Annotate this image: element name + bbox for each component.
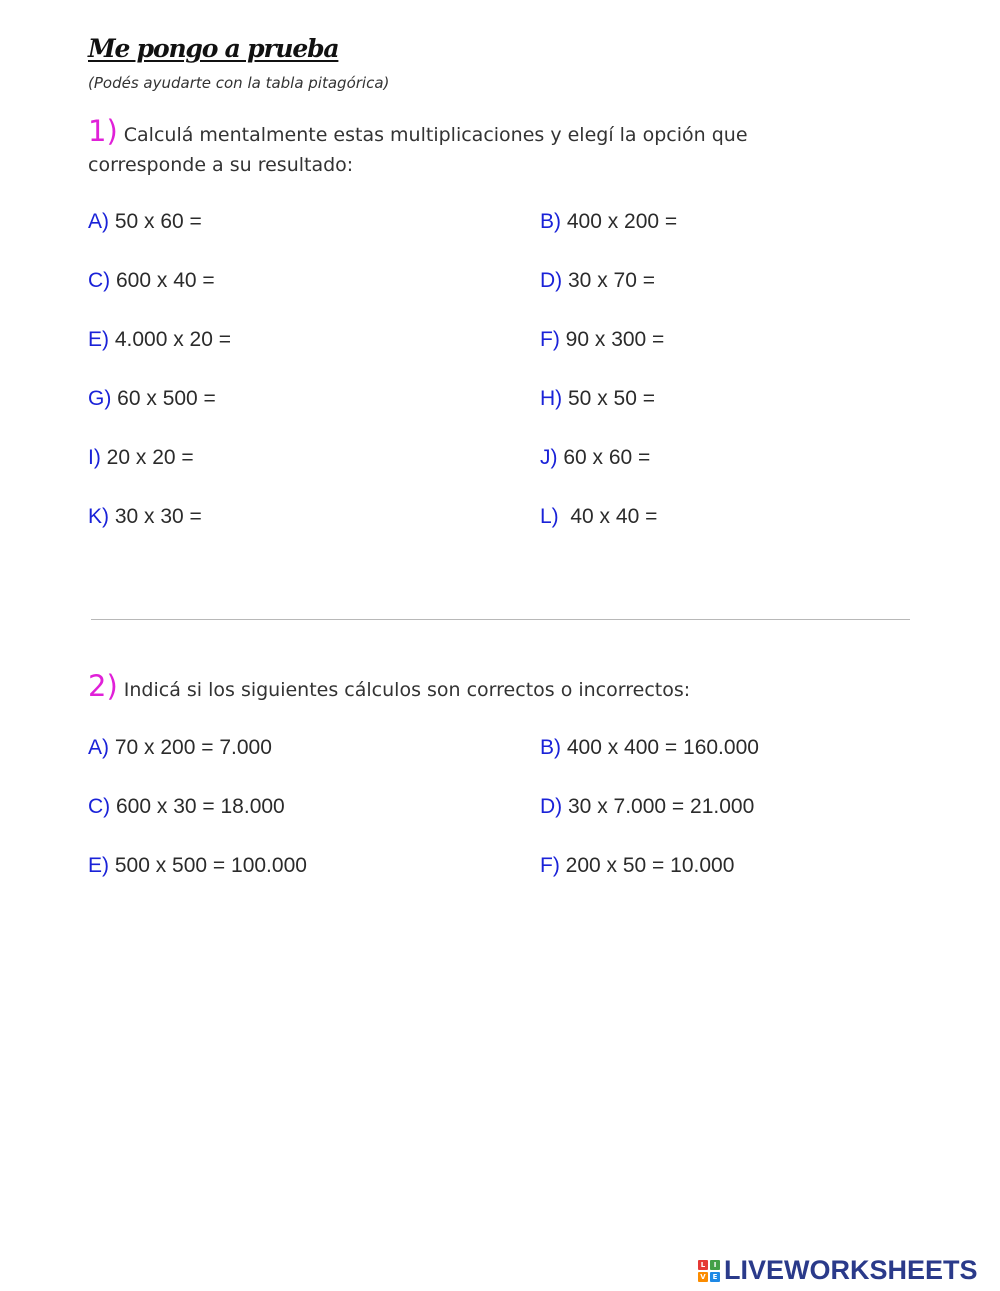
item-expression: 50 x 50 = [562, 387, 655, 410]
q1-item-b [540, 210, 677, 234]
item-expression: 90 x 300 = [559, 328, 665, 351]
item-expression: 4.000 x 20 = [109, 328, 232, 351]
item-letter: A) [88, 736, 109, 759]
item-letter: C) [88, 269, 111, 292]
item-expression: 30 x 7.000 = 21.000 [562, 795, 755, 818]
item-letter: C) [88, 795, 111, 818]
q2-item-a [88, 736, 272, 760]
logo-block-e: E [710, 1272, 720, 1282]
item-expression: 600 x 40 = [110, 269, 215, 292]
worksheet-title: Me pongo a prueba [88, 34, 339, 63]
q2-item-d [540, 795, 754, 819]
item-letter: E) [88, 328, 109, 351]
logo-block-v: V [698, 1272, 708, 1282]
item-letter: F) [540, 854, 560, 877]
item-expression: 200 x 50 = 10.000 [559, 854, 735, 877]
item-letter: B) [540, 210, 561, 233]
question-1-number: 1) [88, 114, 118, 148]
logo-block-i: I [710, 1260, 720, 1270]
q2-item-c [88, 795, 285, 819]
item-expression: 600 x 30 = 18.000 [110, 795, 285, 818]
item-letter: F) [540, 328, 560, 351]
question-2 [88, 671, 848, 705]
item-letter: D) [540, 795, 563, 818]
logo-blocks-icon [698, 1260, 720, 1282]
item-letter: A) [88, 210, 109, 233]
question-1-text: Calculá mentalmente estas multiplicaciones y elegí la opción que corresponde a su resultado: [88, 124, 748, 176]
item-letter: K) [88, 505, 109, 528]
worksheet-subtitle: (Podés ayudarte con la tabla pitagórica) [88, 74, 390, 92]
q1-item-f [540, 328, 664, 352]
q1-item-h [540, 387, 655, 411]
item-letter: E) [88, 854, 109, 877]
item-letter: D) [540, 269, 563, 292]
q2-item-f [540, 854, 734, 878]
q1-item-g [88, 387, 216, 411]
item-expression: 60 x 500 = [111, 387, 216, 410]
item-expression: 500 x 500 = 100.000 [109, 854, 307, 877]
item-letter: J) [540, 446, 558, 469]
item-expression: 30 x 70 = [562, 269, 655, 292]
item-expression: 400 x 200 = [561, 210, 678, 233]
question-2-number: 2) [88, 669, 118, 703]
q1-item-c [88, 269, 215, 293]
item-expression: 20 x 20 = [100, 446, 194, 469]
section-divider [91, 619, 910, 620]
item-expression: 30 x 30 = [109, 505, 202, 528]
question-2-text: Indicá si los siguientes cálculos son correctos o incorrectos: [123, 679, 691, 701]
item-expression: 400 x 400 = 160.000 [561, 736, 759, 759]
liveworksheets-logo [698, 1255, 978, 1286]
q1-item-k [88, 505, 202, 529]
item-expression: 50 x 60 = [109, 210, 202, 233]
q2-item-e [88, 854, 307, 878]
q1-item-a [88, 210, 202, 234]
item-letter: B) [540, 736, 561, 759]
item-expression: 40 x 40 = [558, 505, 658, 528]
q1-item-e [88, 328, 231, 352]
q1-item-i [88, 446, 194, 470]
logo-block-l: L [698, 1260, 708, 1270]
question-1 [88, 116, 848, 180]
item-letter: I) [88, 446, 101, 469]
item-letter: H) [540, 387, 563, 410]
q1-item-d [540, 269, 655, 293]
item-expression: 70 x 200 = 7.000 [109, 736, 272, 759]
q2-item-b [540, 736, 759, 760]
q1-item-l [540, 505, 657, 529]
q1-item-j [540, 446, 650, 470]
item-expression: 60 x 60 = [557, 446, 651, 469]
item-letter: L) [540, 505, 559, 528]
brand-wordmark: LIVEWORKSHEETS [724, 1255, 978, 1285]
item-letter: G) [88, 387, 112, 410]
